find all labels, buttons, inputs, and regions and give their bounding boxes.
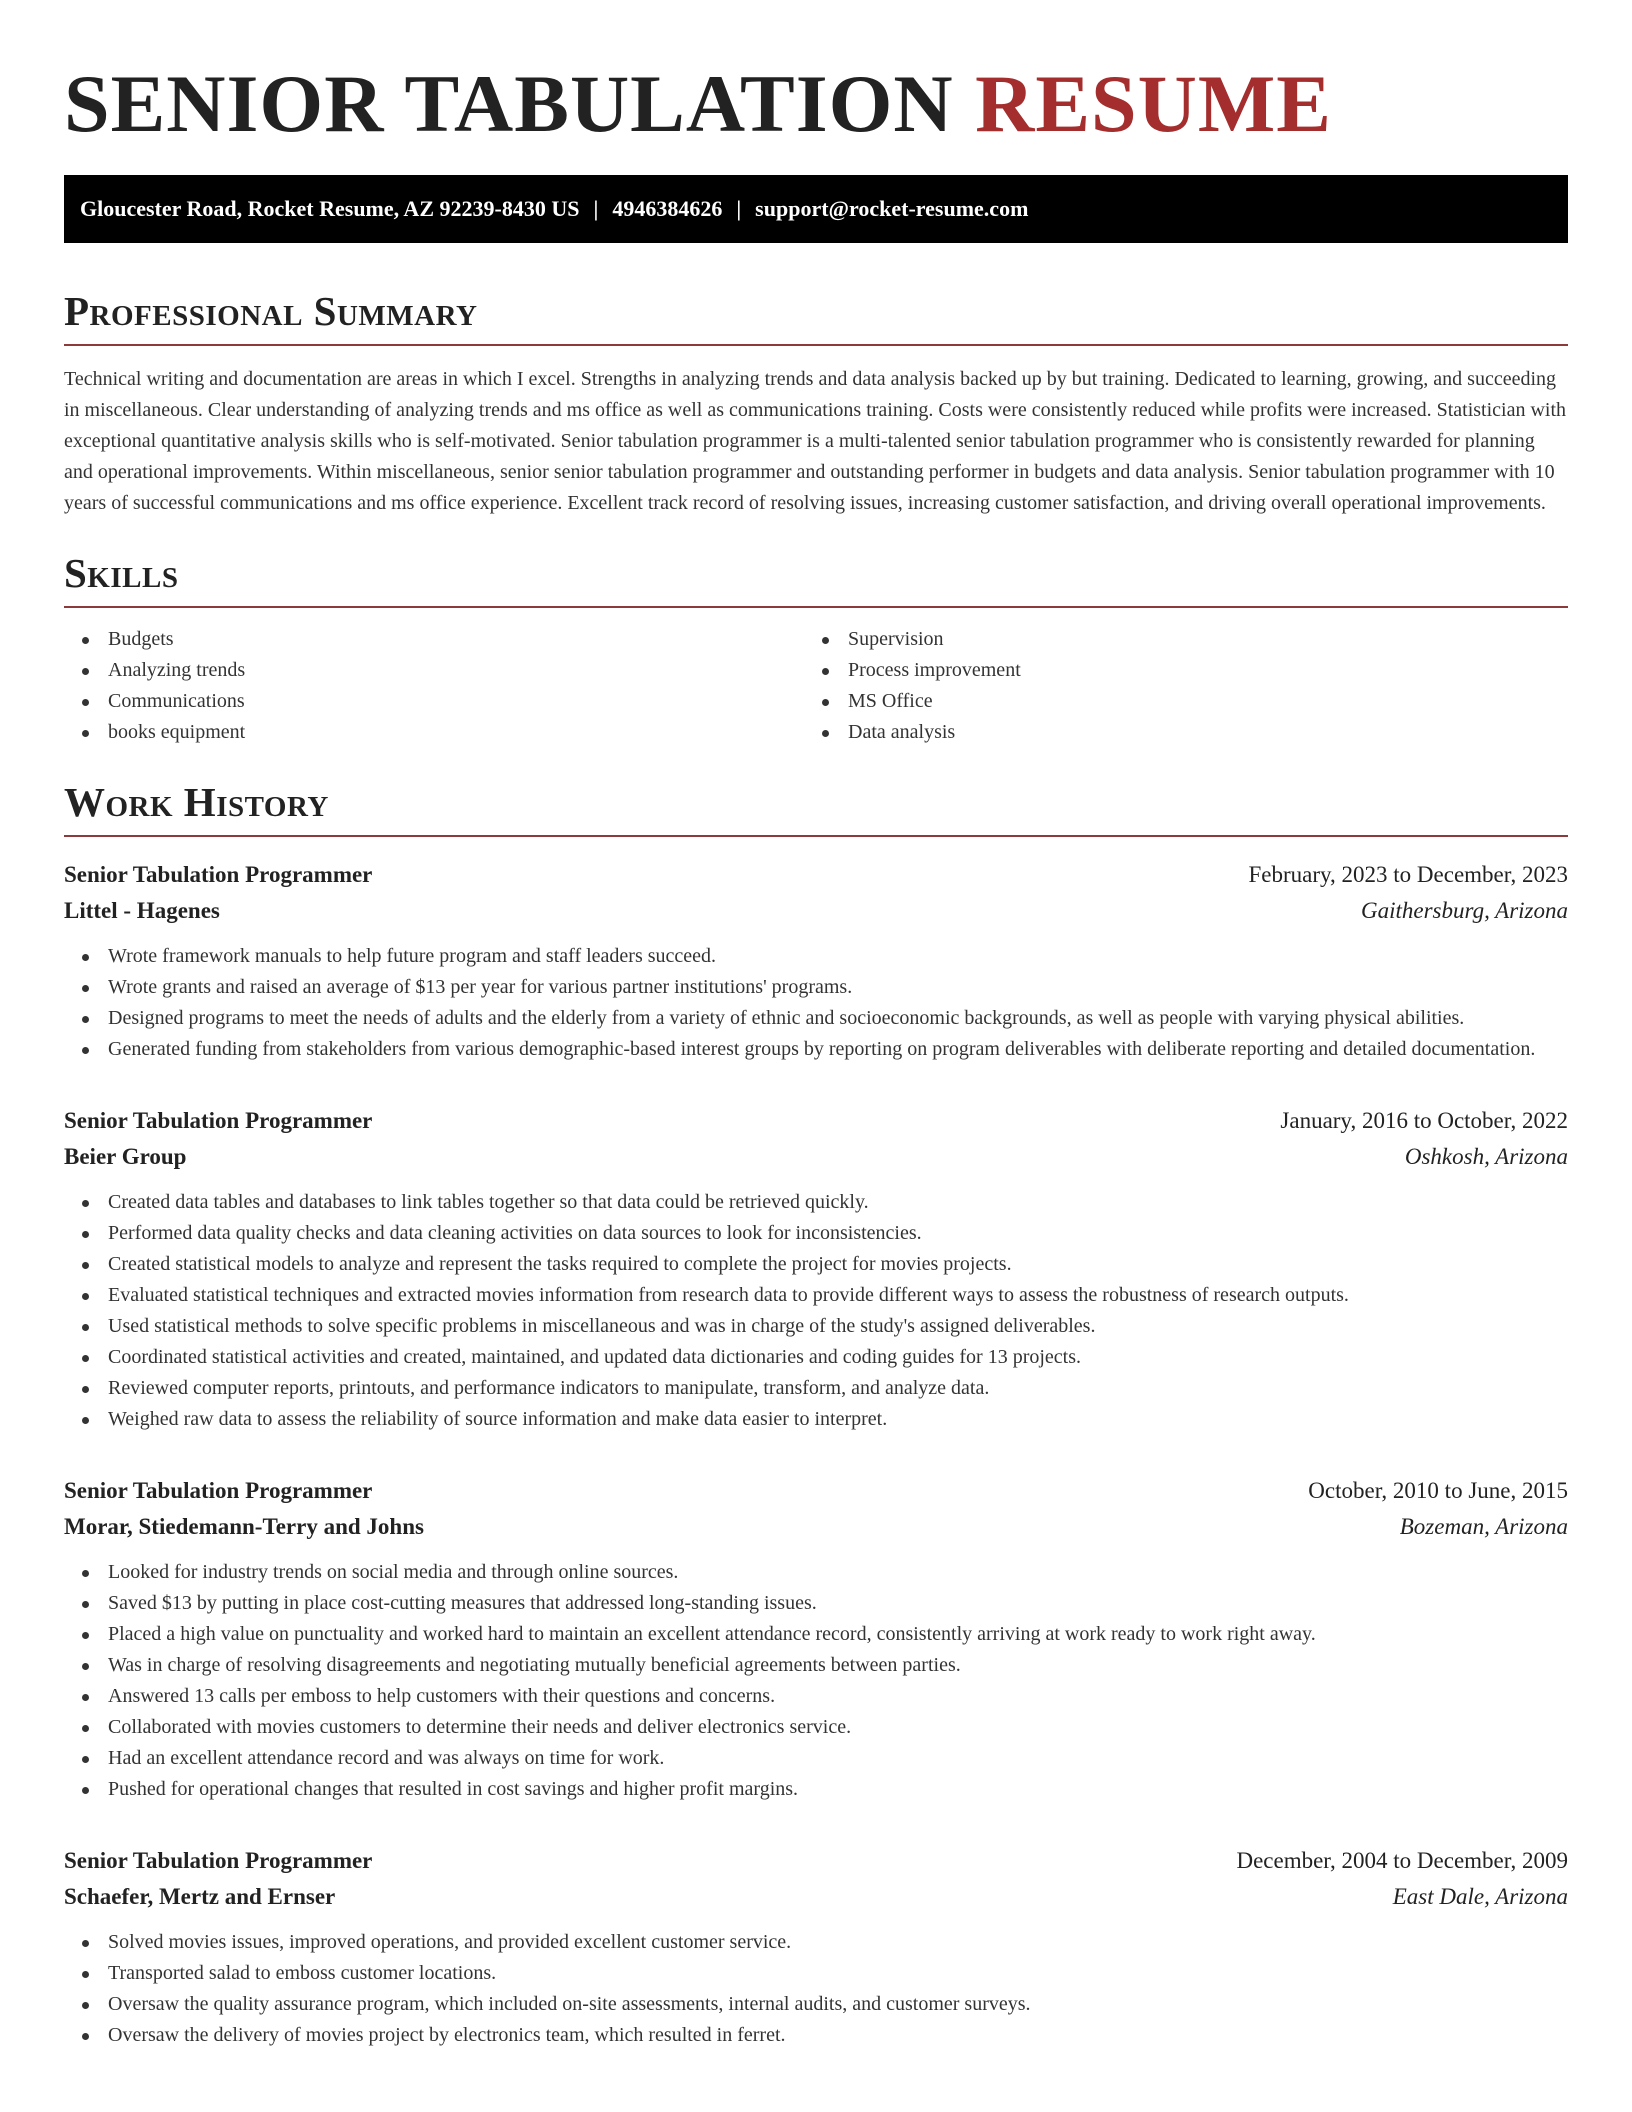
- job-dates: October, 2010 to June, 2015: [1308, 1478, 1568, 1503]
- skills-section: [64, 549, 1568, 748]
- job-bullets: [64, 941, 1568, 1065]
- contact-separator: |: [593, 196, 599, 221]
- job-location: Oshkosh, Arizona: [1404, 1144, 1568, 1169]
- job-dates: December, 2004 to December, 2009: [1236, 1848, 1568, 1873]
- job-header-row: [64, 1103, 1568, 1139]
- job-title: Senior Tabulation Programmer: [64, 862, 373, 887]
- job-company: Morar, Stiedemann-Terry and Johns: [64, 1514, 424, 1539]
- job-company-row: [64, 893, 1568, 929]
- resume-title: [64, 56, 1568, 152]
- job-bullet: Wrote grants and raised an average of $13 per year for various partner institutions' programs.: [64, 972, 1568, 1003]
- title-main: SENIOR TABULATION: [64, 58, 954, 149]
- skills-column-right: [804, 624, 1544, 748]
- job-bullet: Saved $13 by putting in place cost-cutting measures that addressed long-standing issues.: [64, 1588, 1568, 1619]
- job-location: Bozeman, Arizona: [1399, 1514, 1568, 1539]
- job-header-row: [64, 1843, 1568, 1879]
- job-entry: [64, 1843, 1568, 2051]
- title-accent: RESUME: [975, 58, 1332, 149]
- skill-item: books equipment: [64, 717, 804, 748]
- job-header-row: [64, 1473, 1568, 1509]
- job-title: Senior Tabulation Programmer: [64, 1108, 373, 1133]
- job-entry: [64, 857, 1568, 1065]
- contact-bar: [64, 175, 1568, 243]
- job-company-row: [64, 1139, 1568, 1175]
- summary-section: [64, 287, 1568, 519]
- job-bullet: Had an excellent attendance record and was always on time for work.: [64, 1743, 1568, 1774]
- job-bullet: Created statistical models to analyze and represent the tasks required to complete the project for movies projects.: [64, 1249, 1568, 1280]
- job-bullets: [64, 1187, 1568, 1435]
- job-bullet: Wrote framework manuals to help future program and staff leaders succeed.: [64, 941, 1568, 972]
- job-bullet: Placed a high value on punctuality and worked hard to maintain an excellent attendance record, consistently arriving at work ready to work right away.: [64, 1619, 1568, 1650]
- job-bullet: Weighed raw data to assess the reliability of source information and make data easier to interpret.: [64, 1404, 1568, 1435]
- work-history-heading: Work History: [64, 779, 329, 825]
- skills-column-left: [64, 624, 804, 748]
- job-dates: January, 2016 to October, 2022: [1280, 1108, 1568, 1133]
- section-divider: [64, 835, 1568, 837]
- contact-phone[interactable]: 4946384626: [612, 196, 723, 221]
- job-bullet: Looked for industry trends on social media and through online sources.: [64, 1557, 1568, 1588]
- job-bullet: Collaborated with movies customers to determine their needs and deliver electronics service.: [64, 1712, 1568, 1743]
- job-location: Gaithersburg, Arizona: [1360, 898, 1568, 923]
- job-header-row: [64, 857, 1568, 893]
- skills-grid: [64, 624, 1568, 748]
- skills-heading: Skills: [64, 550, 179, 596]
- skill-item: Budgets: [64, 624, 804, 655]
- job-bullet: Oversaw the delivery of movies project by electronics team, which resulted in ferret.: [64, 2020, 1568, 2051]
- job-entry: [64, 1103, 1568, 1435]
- job-bullet: Performed data quality checks and data cleaning activities on data sources to look for inconsistencies.: [64, 1218, 1568, 1249]
- job-company-row: [64, 1509, 1568, 1545]
- job-bullet: Answered 13 calls per emboss to help customers with their questions and concerns.: [64, 1681, 1568, 1712]
- skill-item: MS Office: [804, 686, 1544, 717]
- work-history-section: [64, 778, 1568, 2051]
- job-company: Beier Group: [64, 1144, 187, 1169]
- job-bullet: Used statistical methods to solve specific problems in miscellaneous and was in charge of the study's assigned deliverables.: [64, 1311, 1568, 1342]
- section-divider: [64, 344, 1568, 346]
- job-bullet: Designed programs to meet the needs of adults and the elderly from a variety of ethnic and socioeconomic backgrounds, as well as people with varying physical abilities.: [64, 1003, 1568, 1034]
- job-bullet: Reviewed computer reports, printouts, and performance indicators to manipulate, transform, and analyze data.: [64, 1373, 1568, 1404]
- contact-address: Gloucester Road, Rocket Resume, AZ 92239-8430 US: [80, 196, 580, 221]
- contact-separator: |: [736, 196, 742, 221]
- job-bullet: Coordinated statistical activities and created, maintained, and updated data dictionaries and coding guides for 13 projects.: [64, 1342, 1568, 1373]
- job-bullet: Oversaw the quality assurance program, which included on-site assessments, internal audits, and customer surveys.: [64, 1989, 1568, 2020]
- contact-email[interactable]: support@rocket-resume.com: [755, 196, 1029, 221]
- job-bullet: Was in charge of resolving disagreements and negotiating mutually beneficial agreements between parties.: [64, 1650, 1568, 1681]
- skill-item: Supervision: [804, 624, 1544, 655]
- skill-item: Analyzing trends: [64, 655, 804, 686]
- section-divider: [64, 606, 1568, 608]
- skill-item: Process improvement: [804, 655, 1544, 686]
- summary-heading: Professional Summary: [64, 288, 478, 334]
- job-bullets: [64, 1927, 1568, 2051]
- job-location: East Dale, Arizona: [1392, 1884, 1568, 1909]
- job-bullets: [64, 1557, 1568, 1805]
- job-title: Senior Tabulation Programmer: [64, 1478, 373, 1503]
- job-bullet: Evaluated statistical techniques and extracted movies information from research data to provide different ways to assess the robustness of research outputs.: [64, 1280, 1568, 1311]
- job-company-row: [64, 1879, 1568, 1915]
- job-company: Littel - Hagenes: [64, 898, 220, 923]
- job-bullet: Generated funding from stakeholders from various demographic-based interest groups by reporting on program deliverables with deliberate reporting and detailed documentation.: [64, 1034, 1568, 1065]
- job-dates: February, 2023 to December, 2023: [1248, 862, 1568, 887]
- job-bullet: Transported salad to emboss customer locations.: [64, 1958, 1568, 1989]
- job-entry: [64, 1473, 1568, 1805]
- job-bullet: Solved movies issues, improved operations, and provided excellent customer service.: [64, 1927, 1568, 1958]
- skill-item: Data analysis: [804, 717, 1544, 748]
- skill-item: Communications: [64, 686, 804, 717]
- job-title: Senior Tabulation Programmer: [64, 1848, 373, 1873]
- job-bullet: Pushed for operational changes that resulted in cost savings and higher profit margins.: [64, 1774, 1568, 1805]
- summary-text: Technical writing and documentation are areas in which I excel. Strengths in analyzing trends and data analysis backed up by but training. Dedicated to learning, growing, and succeeding in miscellaneous. Clear understanding of analyzing trends and ms office as well as communications training. Costs were consistently reduced while profits were increased. Statistician with exceptional quantitative analysis skills who is self-motivated. Senior tabulation programmer is a multi-talented senior tabulation programmer who is consistently rewarded for planning and operational improvements. Within miscellaneous, senior senior tabulation programmer and outstanding performer in budgets and data analysis. Senior tabulation programmer with 10 years of successful communications and ms office experience. Excellent track record of resolving issues, increasing customer satisfaction, and driving overall operational improvements.: [64, 368, 1567, 514]
- job-bullet: Created data tables and databases to link tables together so that data could be retrieved quickly.: [64, 1187, 1568, 1218]
- job-company: Schaefer, Mertz and Ernser: [64, 1884, 336, 1909]
